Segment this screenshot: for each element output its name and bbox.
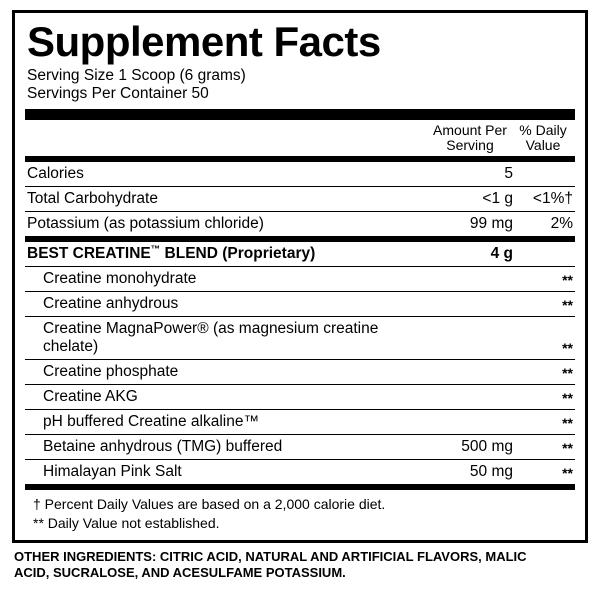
- nutrition-table: [25, 120, 575, 491]
- row-daily-value: <1%†: [513, 187, 575, 212]
- row-amount: 5: [427, 159, 513, 187]
- footnote-no-daily-value: ** Daily Value not established.: [33, 515, 220, 532]
- row-amount: [427, 360, 513, 385]
- table-row: [25, 212, 575, 240]
- row-name: Creatine phosphate: [25, 360, 427, 385]
- blend-trademark-icon: ™: [150, 244, 161, 256]
- blend-amount: 4 g: [427, 239, 513, 267]
- table-row: [25, 292, 575, 317]
- row-amount: [427, 292, 513, 317]
- table-row: [25, 159, 575, 187]
- footnotes: [25, 490, 575, 536]
- row-name: pH buffered Creatine alkaline™: [25, 410, 427, 435]
- table-row: [25, 317, 575, 360]
- row-daily-value: [513, 159, 575, 187]
- row-daily-value: **: [513, 385, 575, 410]
- row-amount: <1 g: [427, 187, 513, 212]
- row-amount: [427, 317, 513, 360]
- header-amount-per-serving: [427, 120, 513, 160]
- blend-name-bold: BEST CREATINE: [27, 245, 151, 263]
- row-name: Creatine AKG: [25, 385, 427, 410]
- other-ingredients: [12, 543, 588, 580]
- other-ingredients-line1: CITRIC ACID, NATURAL AND ARTIFICIAL FLAVORS, MALIC: [156, 549, 527, 565]
- row-amount: 50 mg: [427, 460, 513, 488]
- header-amount-line2: Serving: [446, 136, 494, 153]
- row-daily-value: **: [513, 292, 575, 317]
- row-daily-value: 2%: [513, 212, 575, 240]
- row-name: Calories: [25, 159, 427, 187]
- other-ingredients-line2: ACID, SUCRALOSE, AND ACESULFAME POTASSIUM.: [14, 564, 346, 580]
- row-name: Creatine monohydrate: [25, 267, 427, 292]
- row-amount: 500 mg: [427, 435, 513, 460]
- row-daily-value: **: [513, 435, 575, 460]
- row-amount: [427, 385, 513, 410]
- row-name: Creatine MagnaPower® (as magnesium creatine chelate): [25, 317, 427, 360]
- row-daily-value: **: [513, 317, 575, 360]
- table-row: [25, 360, 575, 385]
- row-amount: [427, 267, 513, 292]
- header-dv-line2: Value: [525, 136, 561, 153]
- table-row: [25, 460, 575, 488]
- table-row: [25, 385, 575, 410]
- header-spacer: [25, 120, 427, 160]
- proprietary-blend-row: [25, 239, 575, 267]
- serving-size-text: Serving Size 1 Scoop (6 grams): [27, 67, 246, 84]
- row-daily-value: **: [513, 360, 575, 385]
- header-daily-value: [513, 120, 575, 160]
- row-name: Creatine anhydrous: [25, 292, 427, 317]
- other-ingredients-label: OTHER INGREDIENTS:: [14, 549, 157, 565]
- divider-thick-top: [25, 109, 575, 120]
- row-amount: 99 mg: [427, 212, 513, 240]
- servings-per-container-text: Servings Per Container 50: [27, 85, 209, 103]
- header-dv-line1: % Daily: [519, 121, 567, 138]
- page-title: Supplement Facts: [27, 18, 381, 65]
- row-amount: [427, 410, 513, 435]
- blend-daily-value: [513, 239, 575, 267]
- header-amount-line1: Amount Per: [433, 121, 507, 138]
- table-row: [25, 267, 575, 292]
- table-row: [25, 410, 575, 435]
- footnote-daily-value-basis: † Percent Daily Values are based on a 2,000 calorie diet.: [33, 496, 386, 513]
- table-header-row: [25, 120, 575, 160]
- label-border-box: [12, 10, 588, 543]
- table-row: [25, 187, 575, 212]
- blend-name: [25, 239, 427, 267]
- row-name: Potassium (as potassium chloride): [25, 212, 427, 240]
- row-name: Total Carbohydrate: [25, 187, 427, 212]
- table-row: [25, 435, 575, 460]
- row-daily-value: **: [513, 410, 575, 435]
- row-name: Betaine anhydrous (TMG) buffered: [25, 435, 427, 460]
- row-daily-value: **: [513, 267, 575, 292]
- blend-name-rest: BLEND (Proprietary): [160, 245, 316, 263]
- row-name: Himalayan Pink Salt: [25, 460, 427, 488]
- row-daily-value: **: [513, 460, 575, 488]
